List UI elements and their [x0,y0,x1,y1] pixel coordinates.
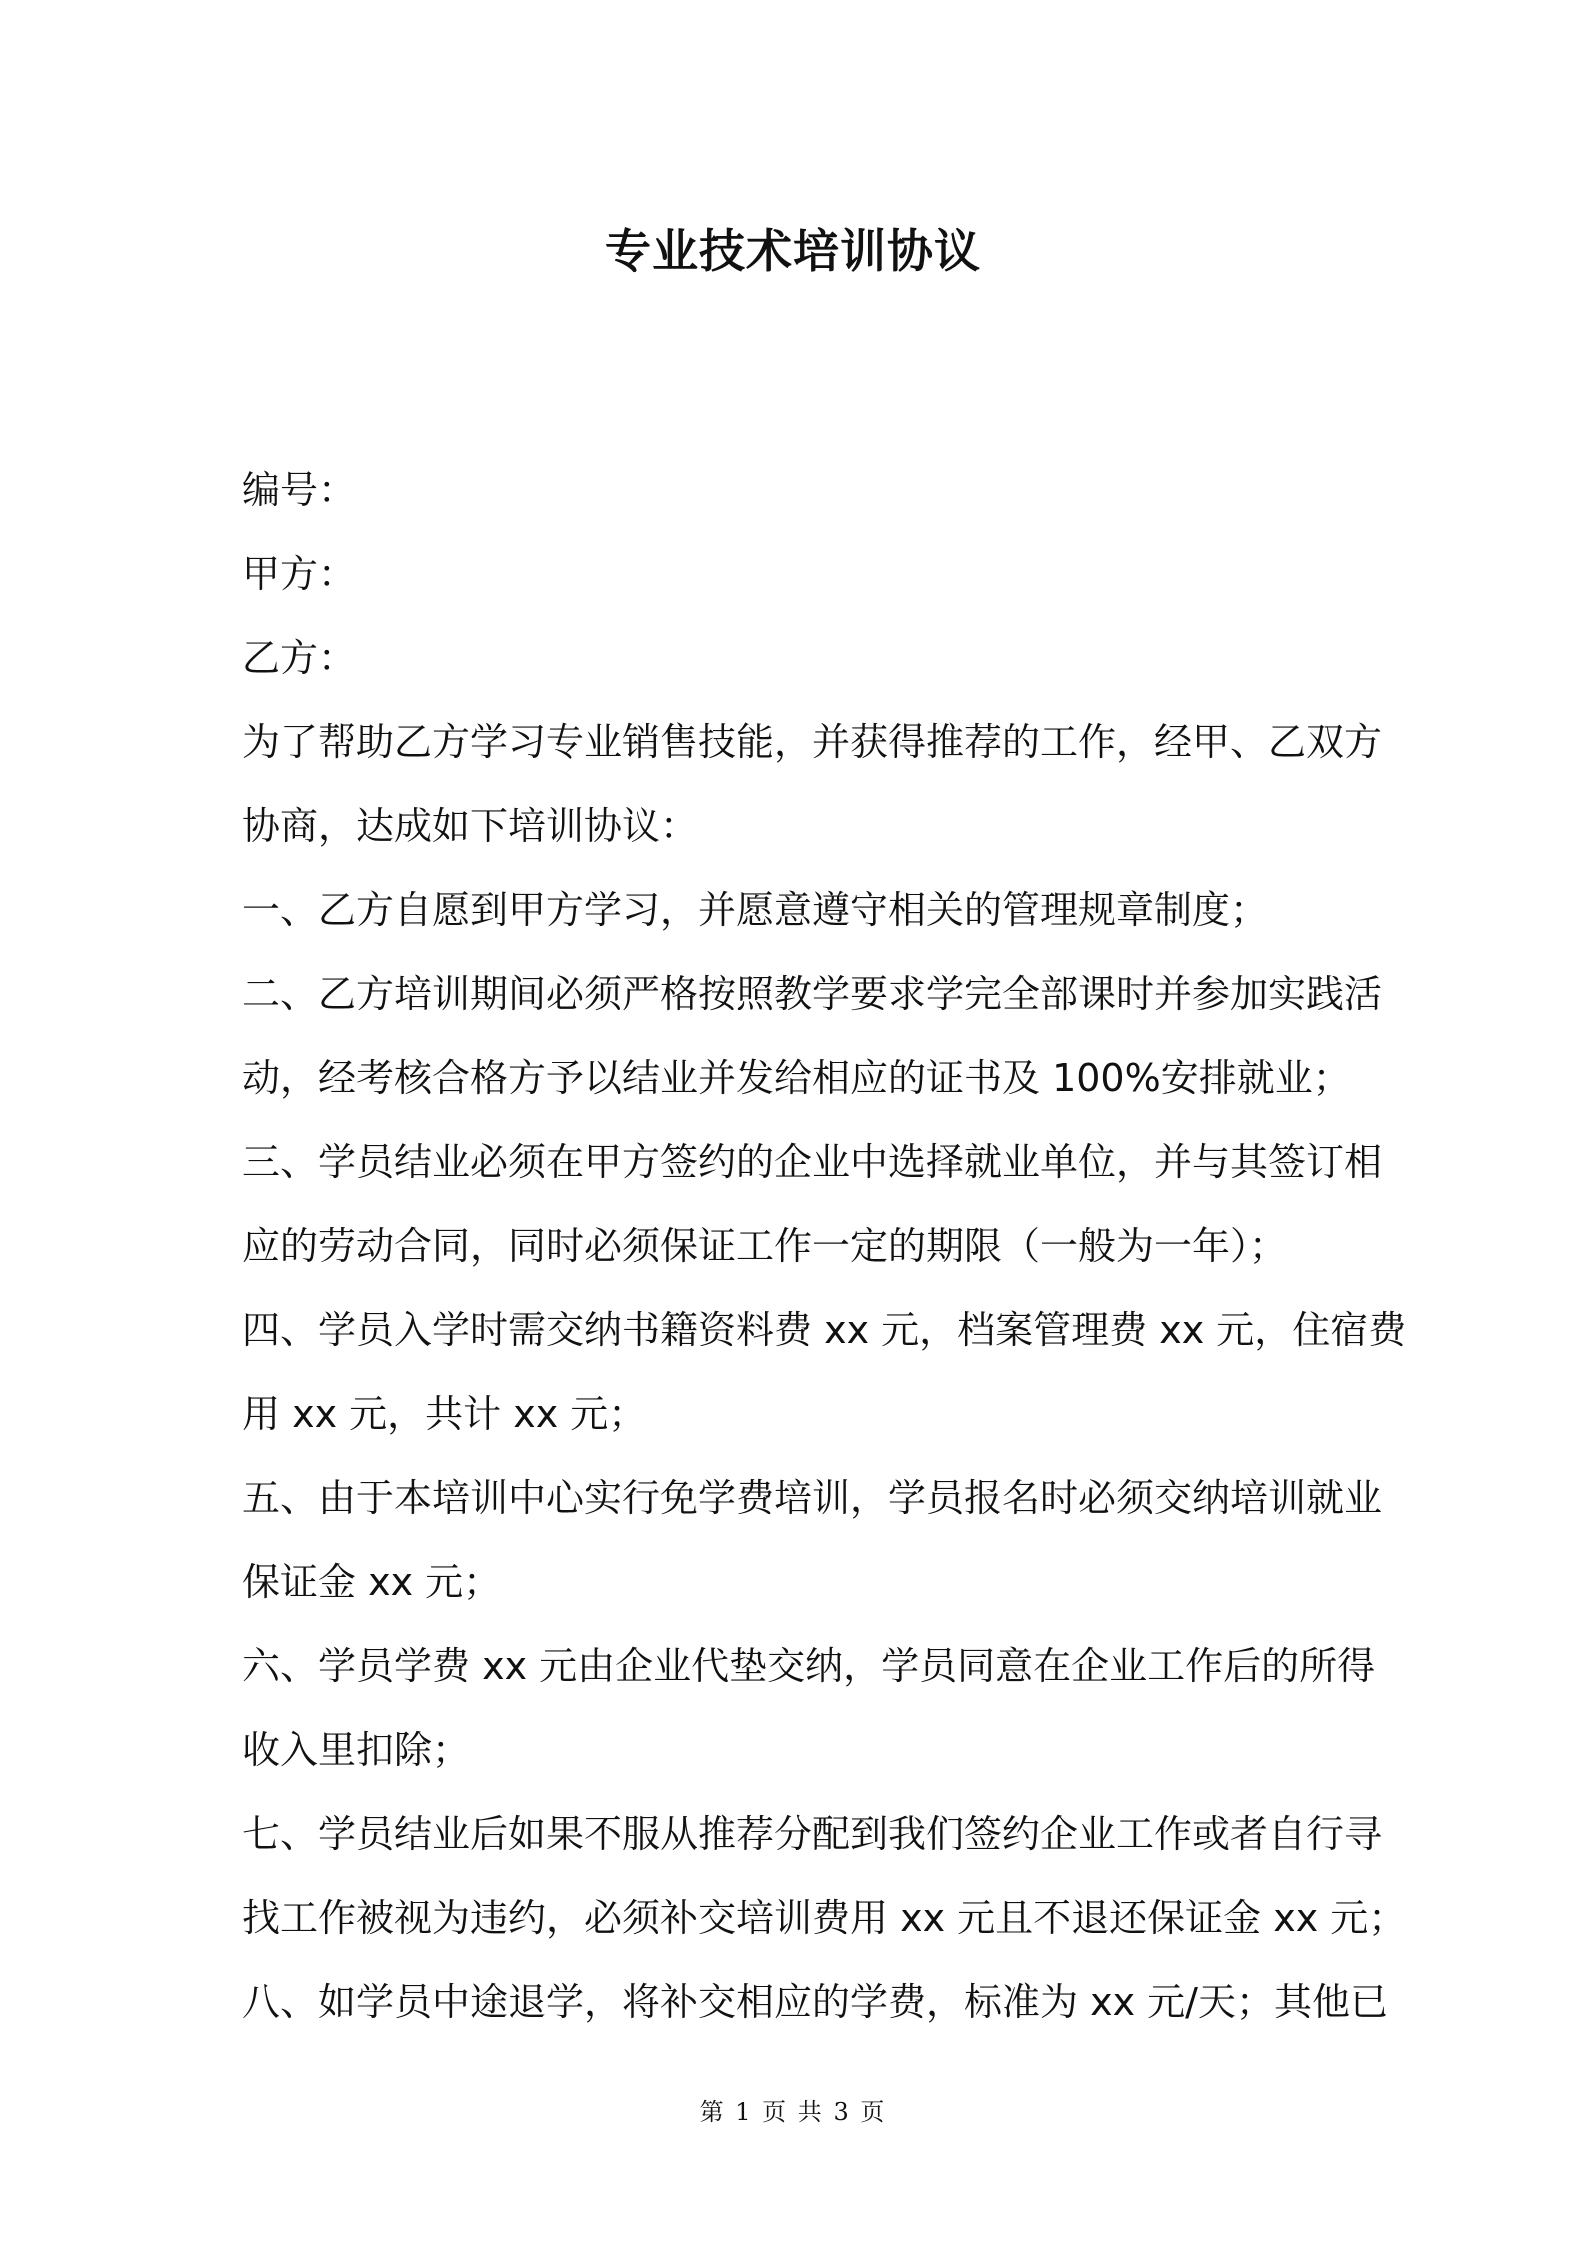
clause-line: 找工作被视为违约，必须补交培训费用 xx 元且不退还保证金 xx 元； [242,1896,1407,1940]
clause-line: 七、学员结业后如果不服从推荐分配到我们签约企业工作或者自行寻 [242,1812,1383,1856]
clause-line: 一、乙方自愿到甲方学习，并愿意遵守相关的管理规章制度； [242,888,1269,932]
document-body [242,448,1407,2044]
field-number: 编号： [242,468,357,512]
clause-line: 三、学员结业必须在甲方签约的企业中选择就业单位，并与其签订相 [242,1140,1383,1184]
clause-line: 六、学员学费 xx 元由企业代垫交纳，学员同意在企业工作后的所得 [242,1644,1376,1688]
clause-line: 收入里扣除； [242,1728,471,1772]
preamble-line: 协商，达成如下培训协议： [242,804,699,848]
clause-line: 保证金 xx 元； [242,1560,502,1604]
preamble-line: 为了帮助乙方学习专业销售技能，并获得推荐的工作，经甲、乙双方 [242,720,1383,764]
page-footer [0,2092,1586,2127]
field-party-a: 甲方： [242,552,357,596]
clause-line: 应的劳动合同，同时必须保证工作一定的期限（一般为一年）； [242,1224,1288,1268]
page-number-label: 第 1 页 共 3 页 [699,2098,887,2126]
document-title: 专业技术培训协议 [605,224,981,278]
clause-line: 二、乙方培训期间必须严格按照教学要求学完全部课时并参加实践活 [242,972,1383,1016]
field-party-b: 乙方： [242,636,357,680]
clause-line: 四、学员入学时需交纳书籍资料费 xx 元，档案管理费 xx 元，住宿费 [242,1308,1407,1352]
clause-line: 动，经考核合格方予以结业并发给相应的证书及 100%安排就业； [242,1056,1351,1100]
clause-line: 五、由于本培训中心实行免学费培训，学员报名时必须交纳培训就业 [242,1476,1383,1520]
clause-line: 八、如学员中途退学，将补交相应的学费，标准为 xx 元/天；其他已 [242,1980,1388,2024]
clause-line: 用 xx 元，共计 xx 元； [242,1392,647,1436]
